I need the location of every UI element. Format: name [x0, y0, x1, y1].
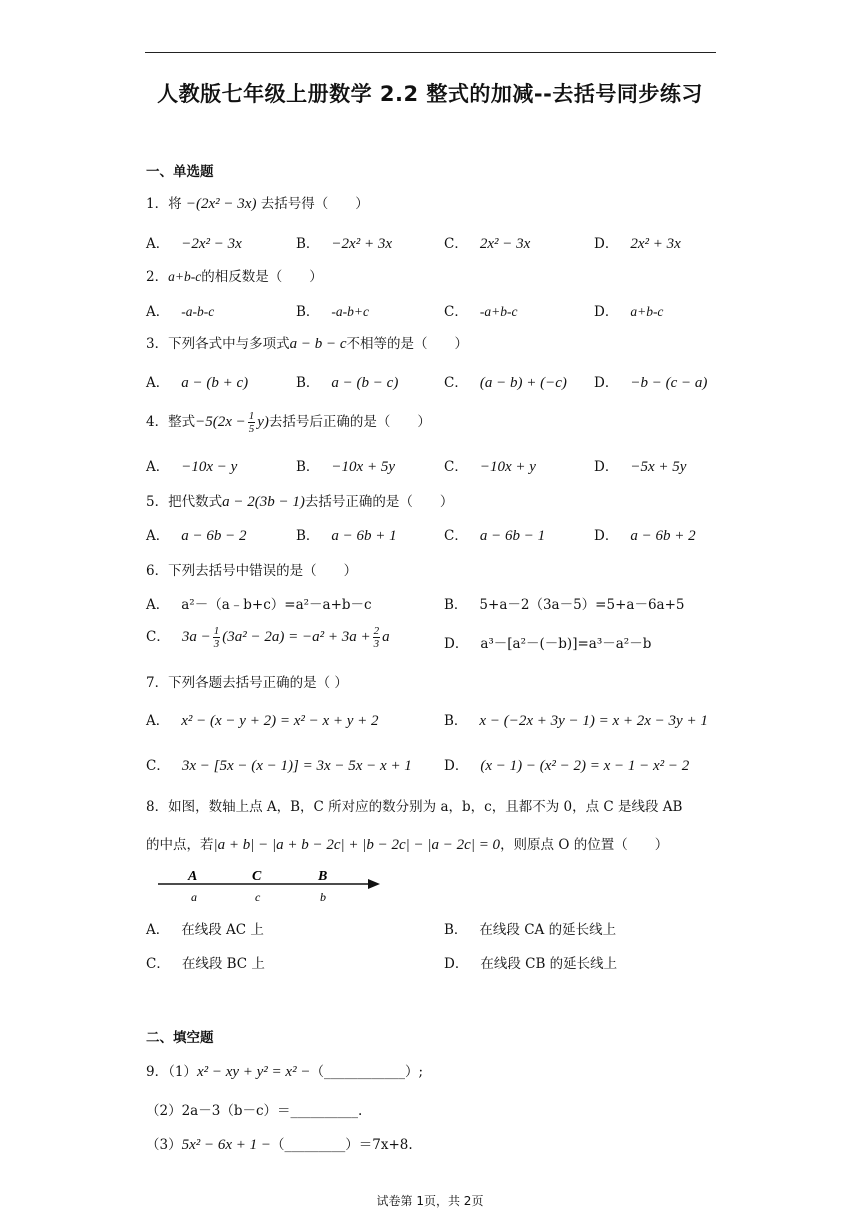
page-title: 人教版七年级上册数学 2.2 整式的加减--去括号同步练习	[157, 82, 703, 106]
question-6: 6．下列去括号中错误的是（ ）	[146, 563, 358, 579]
question-9-part-3[interactable]: （3）5x² − 6x + 1 −（_________）＝7x+8.	[146, 1137, 413, 1153]
point-label-a: A	[188, 870, 198, 884]
point-label-b: B	[318, 870, 328, 884]
q4-option-d[interactable]: D． −5x + 5y	[594, 459, 687, 475]
q1-option-b[interactable]: B． −2x² + 3x	[296, 236, 392, 252]
q3-option-a[interactable]: A． a − (b + c)	[146, 375, 249, 391]
value-label-a: a	[191, 890, 197, 904]
q1-expression: −(2x² − 3x)	[185, 196, 257, 212]
q6-option-c[interactable]: C． 3a − $\frac{1}{3}$ (3a² − 2a) = −a² + 3a + $\frac{2}{3}$ a	[146, 625, 390, 650]
q4-fraction: $\frac{1}{5}$	[248, 410, 255, 435]
q3-option-d[interactable]: D． −b − (c − a)	[594, 375, 708, 391]
q5-option-c[interactable]: C． a − 6b − 1	[444, 528, 546, 544]
question-1	[146, 192, 369, 213]
q8-option-b[interactable]: B． 在线段 CA 的延长线上	[444, 922, 617, 938]
q1-stem: 1．将	[146, 196, 182, 212]
q2-option-c[interactable]: C． -a+b-c	[444, 304, 518, 320]
section-heading-single-choice: 一、单选题	[146, 164, 214, 180]
q5-option-a[interactable]: A． a − 6b − 2	[146, 528, 247, 544]
q6-option-b[interactable]: B． 5+a－2（3a－5）=5+a－6a+5	[444, 597, 685, 613]
q8-option-a[interactable]: A． 在线段 AC 上	[146, 922, 264, 938]
q8-option-c[interactable]: C． 在线段 BC 上	[146, 956, 265, 972]
q9-blank-1[interactable]: （____________）;	[310, 1064, 424, 1080]
q1-option-d[interactable]: D． 2x² + 3x	[594, 236, 681, 252]
q6-option-d[interactable]: D． a³－[a²－(－b)]=a³－a²－b	[444, 636, 652, 652]
q8-expression: |a + b| − |a + b − 2c| + |b − 2c| − |a − 2c| = 0	[213, 837, 501, 853]
header-rule	[145, 52, 716, 53]
q3-option-c[interactable]: C． (a − b) + (−c)	[444, 375, 567, 391]
q3-expression: a − b − c	[289, 336, 347, 352]
q7-option-d[interactable]: D． (x − 1) − (x² − 2) = x − 1 − x² − 2	[444, 758, 690, 774]
q2-expression: a+b-c	[168, 269, 202, 284]
question-7: 7．下列各题去括号正确的是（ ）	[146, 675, 348, 691]
arrow-head-icon	[368, 879, 380, 889]
question-8-line-2: 的中点，若|a + b| − |a + b − 2c| + |b − 2c| − |a − 2c| = 0，则原点 O 的位置（ ）	[146, 837, 669, 853]
question-4: 4．整式−5(2x − $\frac{1}{5}$ y)去括号后正确的是（ ）	[146, 410, 431, 435]
q6-option-a[interactable]: A． a²－（a﹣b+c）=a²－a+b－c	[146, 597, 372, 613]
q1-option-c[interactable]: C． 2x² − 3x	[444, 236, 531, 252]
question-5: 5．把代数式a − 2(3b − 1)去括号正确的是（ ）	[146, 494, 454, 510]
q2-option-b[interactable]: B． -a-b+c	[296, 304, 370, 320]
q4-option-b[interactable]: B． −10x + 5y	[296, 459, 395, 475]
point-label-c: C	[252, 870, 262, 884]
section-heading-fill-blank: 二、填空题	[146, 1030, 214, 1046]
q5-expression: a − 2(3b − 1)	[222, 494, 305, 510]
q4-option-a[interactable]: A． −10x − y	[146, 459, 238, 475]
q7-option-a[interactable]: A． x² − (x − y + 2) = x² − x + y + 2	[146, 713, 379, 729]
question-9-part-1[interactable]: 9．（1）x² − xy + y² = x² −（____________）;	[146, 1064, 424, 1080]
question-9-part-2[interactable]: （2）2a－3（b－c）＝__________.	[146, 1103, 363, 1119]
q7-option-b[interactable]: B． x − (−2x + 3y − 1) = x + 2x − 3y + 1	[444, 713, 708, 729]
q2-option-a[interactable]: A． -a-b-c	[146, 304, 215, 320]
q2-option-d[interactable]: D． a+b-c	[594, 304, 664, 320]
q3-option-b[interactable]: B． a − (b − c)	[296, 375, 399, 391]
number-line-figure	[158, 870, 383, 906]
q1-option-a[interactable]: A． −2x² − 3x	[146, 236, 242, 252]
q1-stem-end: 去括号得（ ）	[260, 196, 369, 212]
q5-option-d[interactable]: D． a − 6b + 2	[594, 528, 696, 544]
value-label-c: c	[255, 890, 261, 904]
page-footer: 试卷第 1页，共 2页	[376, 1194, 484, 1208]
q4-option-c[interactable]: C． −10x + y	[444, 459, 536, 475]
question-3: 3．下列各式中与多项式a − b − c不相等的是（ ）	[146, 336, 468, 352]
q7-option-c[interactable]: C． 3x − [5x − (x − 1)] = 3x − 5x − x + 1	[146, 758, 412, 774]
q8-option-d[interactable]: D． 在线段 CB 的延长线上	[444, 956, 618, 972]
q5-option-b[interactable]: B． a − 6b + 1	[296, 528, 397, 544]
q9-blank-3[interactable]: （_________）＝7x+8.	[271, 1137, 413, 1153]
value-label-b: b	[320, 890, 326, 904]
question-2: 2．a+b-c的相反数是（ ）	[146, 269, 323, 285]
question-8-line-1: 8．如图，数轴上点 A，B，C 所对应的数分别为 a，b，c，且都不为 0，点 C 是线段 AB	[146, 799, 683, 815]
